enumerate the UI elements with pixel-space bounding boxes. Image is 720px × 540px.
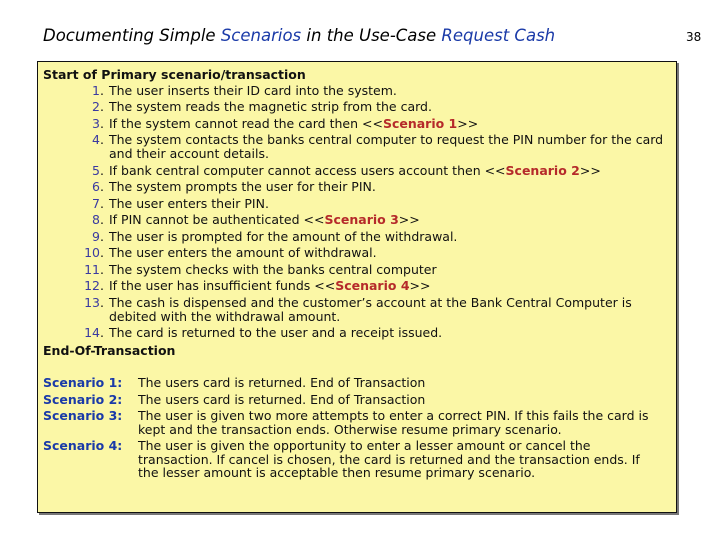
step-text: If PIN cannot be authenticated <<Scenario 3>>	[108, 212, 420, 227]
step-item: 8 . If PIN cannot be authenticated <<Scenario 3>>	[43, 213, 676, 227]
step-item: 1 . The user inserts their ID card into the system.	[43, 84, 676, 98]
scenario-reference-link[interactable]: Scenario 4	[335, 278, 410, 293]
step-number: 2	[92, 99, 100, 114]
scenario-item	[43, 409, 676, 436]
scenario-reference-link[interactable]: Scenario 1	[382, 115, 458, 131]
step-text: The user enters the amount of withdrawal.	[108, 245, 377, 260]
step-text: If the system cannot read the card then <<Scenario 1>>	[108, 115, 479, 131]
step-item: 10 . The user enters the amount of withdrawal.	[43, 246, 676, 260]
step-item: 13 . The cash is dispensed and the customer’s account at the Bank Central Computer is debited with the withdrawal amount.	[43, 296, 676, 324]
step-number: 13	[84, 294, 100, 310]
step-item: 9 . The user is prompted for the amount of the withdrawal.	[43, 230, 676, 244]
step-text: The card is returned to the user and a receipt issued.	[108, 325, 443, 340]
title-keyword-request-cash: Request Cash	[441, 26, 556, 45]
page-number: 38	[686, 30, 702, 44]
step-text: The cash is dispensed and the customer’s account at the Bank Central Computer is debited with the withdrawal amount.	[108, 294, 632, 324]
step-text: The system contacts the banks central computer to request the PIN number for the card and their account details.	[108, 132, 664, 161]
step-number: 5	[92, 162, 100, 178]
step-text: If the user has insufficient funds <<Scenario 4>>	[108, 278, 431, 293]
step-text: If bank central computer cannot access users account then <<Scenario 2>>	[108, 162, 601, 178]
scenario-box	[37, 61, 677, 513]
step-item: 11 . The system checks with the banks central computer	[43, 263, 676, 277]
step-number: 14	[84, 325, 100, 340]
scenario-item	[43, 393, 676, 407]
step-text: The system checks with the banks central computer	[108, 261, 437, 277]
scenario-label: Scenario 3:	[43, 408, 123, 423]
step-number: 6	[92, 179, 100, 194]
step-number: 10	[84, 245, 100, 260]
title-keyword-scenarios: Scenarios	[220, 26, 302, 45]
step-number: 4	[92, 132, 100, 147]
spacer	[43, 359, 676, 376]
slide-title	[43, 26, 555, 45]
step-item: 2 . The system reads the magnetic strip from the card.	[43, 100, 676, 114]
start-label: Start of Primary scenario/transaction	[43, 67, 306, 82]
alternate-scenario-list	[43, 376, 676, 480]
scenario-label: Scenario 4:	[43, 438, 123, 453]
scenario-label: Scenario 1:	[43, 375, 123, 390]
step-number: 9	[92, 228, 100, 244]
scenario-item	[43, 439, 676, 480]
scenario-reference-link[interactable]: Scenario 2	[505, 162, 580, 178]
step-number: 7	[92, 195, 100, 211]
scenario-text: The users card is returned. End of Transaction	[138, 375, 426, 390]
step-number: 3	[92, 115, 100, 131]
title-text-pre: Documenting Simple	[43, 26, 221, 45]
step-item: 5 . If bank central computer cannot access users account then <<Scenario 2>>	[43, 164, 676, 178]
scenario-label: Scenario 2:	[43, 391, 123, 407]
title-text-mid: in the Use-Case	[301, 26, 442, 45]
step-text: The user is prompted for the amount of the withdrawal.	[108, 228, 458, 244]
step-text: The user enters their PIN.	[108, 195, 269, 211]
scenario-text: The user is given two more attempts to enter a correct PIN. If this fails the card is kept and the transaction ends. Otherwise resume primary scenario.	[138, 408, 649, 437]
step-item: 3 . If the system cannot read the card then <<Scenario 1>>	[43, 117, 676, 131]
step-text: The system prompts the user for their PIN.	[108, 179, 376, 194]
step-number: 1	[92, 82, 100, 98]
step-text: The user inserts their ID card into the system.	[108, 82, 397, 98]
end-label: End-Of-Transaction	[43, 342, 176, 358]
step-item: 6 . The system prompts the user for their PIN.	[43, 180, 676, 194]
scenario-text: The users card is returned. End of Transaction	[138, 391, 426, 407]
step-item: 4 . The system contacts the banks central computer to request the PIN number for the card and their account details.	[43, 133, 676, 161]
step-number: 8	[92, 212, 100, 227]
step-item: 12 . If the user has insufficient funds <<Scenario 4>>	[43, 279, 676, 293]
step-number: 11	[84, 261, 100, 277]
step-text: The system reads the magnetic strip from the card.	[108, 99, 432, 114]
scenario-item	[43, 376, 676, 390]
step-number: 12	[84, 278, 100, 293]
scenario-reference-link[interactable]: Scenario 3	[324, 212, 399, 227]
step-list	[43, 84, 676, 341]
step-item: 14 . The card is returned to the user and a receipt issued.	[43, 326, 676, 340]
step-item: 7 . The user enters their PIN.	[43, 197, 676, 211]
scenario-text: The user is given the opportunity to enter a lesser amount or cancel the transaction. If cancel is chosen, the card is returned and the transaction ends. If the lesser amount is acceptable then resume primary scenario.	[138, 438, 640, 480]
